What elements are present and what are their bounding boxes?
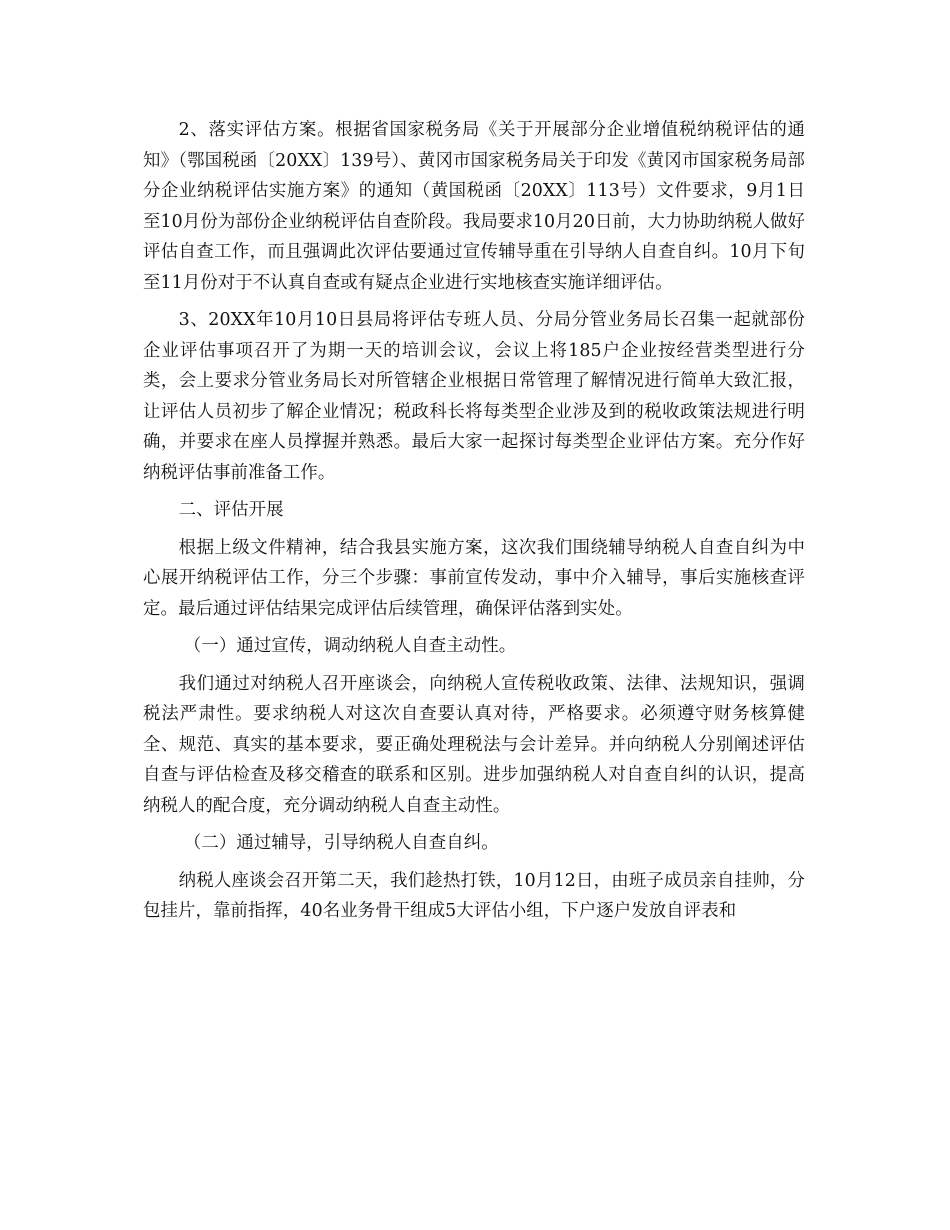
paragraph-publicity: 我们通过对纳税人召开座谈会，向纳税人宣传税收政策、法律、法规知识，强调税法严肃性。要求纳税人对这次自查要认真对待，严格要求。必须遵守财务核算健全、规范、真实的基本要求，要正确处理税法与会计差异。并向纳税人分别阐述评估自查与评估检查及移交稽查的联系和区别。进步加强纳税人对自查自纠的认识，提高纳税人的配合度，充分调动纳税人自查主动性。	[143, 673, 805, 816]
paragraph-training-meeting: 3、20XX年10月10日县局将评估专班人员、分局分管业务局长召集一起就部份企业评估事项召开了为期一天的培训会议，会议上将185户企业按经营类型进行分类，会上要求分管业务局长对所管辖企业根据日常管理了解情况进行简单大致汇报，让评估人员初步了解企业情况；税政科长将每类型企业涉及到的税收政策法规进行明确，并要求在座人员撑握并熟悉。最后大家一起探讨每类型企业评估方案。充分作好纳税评估事前准备工作。	[143, 310, 805, 483]
paragraph-guidance: 纳税人座谈会召开第二天，我们趁热打铁，10月12日，由班子成员亲自挂帅，分包挂片，靠前指挥，40名业务骨干组成5大评估小组，下户逐户发放自评表和	[143, 870, 805, 921]
subheading-publicity: （一）通过宣传，调动纳税人自查主动性。	[183, 636, 517, 656]
subheading-guidance: （二）通过辅导，引导纳税人自查自纠。	[183, 833, 499, 853]
paragraph-implement-plan: 2、落实评估方案。根据省国家税务局《关于开展部分企业增值税纳税评估的通知》（鄂国税函〔20XX〕139号）、黄冈市国家税务局关于印发《黄冈市国家税务局部分企业纳税评估实施方案》的通知（黄国税函〔20XX〕113号）文件要求，9月1日至10月份为部份企业纳税评估自查阶段。我局要求10月20日前，大力协助纳税人做好评估自查工作，而且强调此次评估要通过宣传辅导重在引导纳人自查自纠。10月下旬至11月份对于不认真自查或有疑点企业进行实地核查实施详细评估。	[143, 120, 805, 293]
document-page	[143, 115, 805, 927]
paragraph-evaluation-overview: 根据上级文件精神，结合我县实施方案，这次我们围绕辅导纳税人自查自纠为中心展开纳税评估工作，分三个步骤：事前宣传发动，事中介入辅导，事后实施核查评定。最后通过评估结果完成评估后续管理，确保评估落到实处。	[143, 537, 805, 619]
section-heading-evaluation: 二、评估开展	[178, 500, 284, 520]
